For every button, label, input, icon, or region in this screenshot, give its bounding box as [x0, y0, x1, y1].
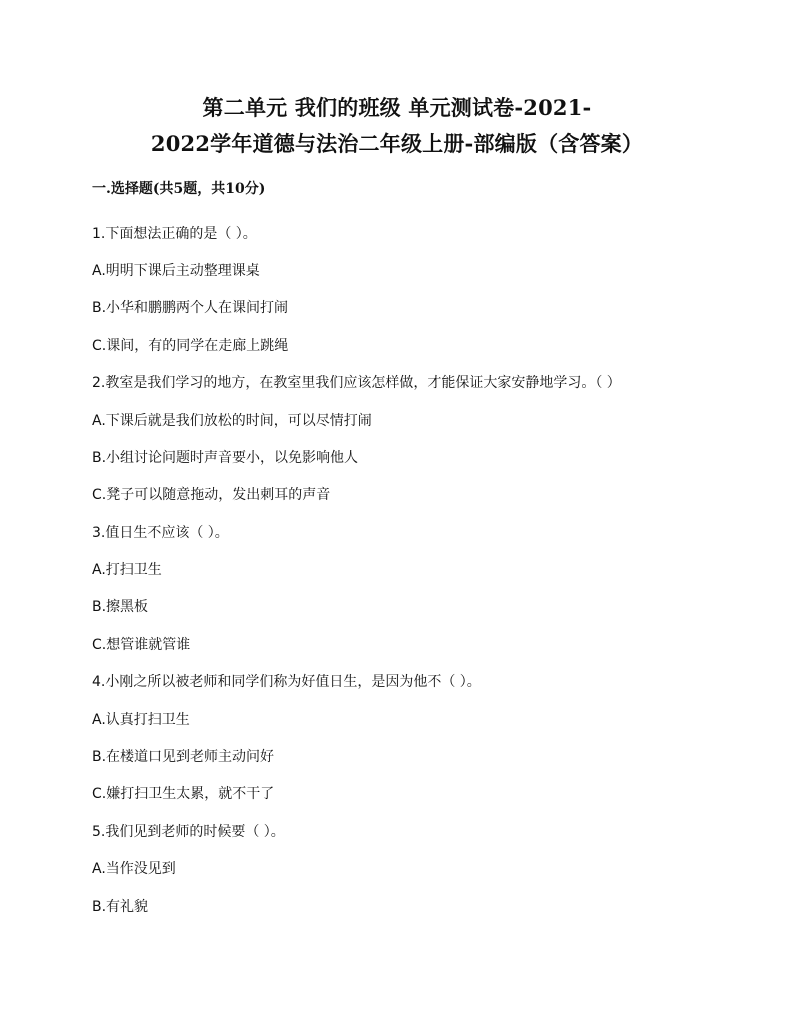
question-1-option-b: B.小华和鹏鹏两个人在课间打闹 [92, 300, 289, 316]
question-5-option-b: B.有礼貌 [92, 899, 149, 915]
document-title-line-1: 第二单元 我们的班级 单元测试卷-2021- [202, 95, 592, 120]
question-2-option-a: A.下课后就是我们放松的时间，可以尽情打闹 [92, 413, 372, 429]
question-1-stem: 1.下面想法正确的是（ ）。 [92, 226, 257, 242]
question-3-option-b: B.擦黑板 [92, 599, 149, 615]
question-2-stem: 2.教室是我们学习的地方，在教室里我们应该怎样做，才能保证大家安静地学习。（ ） [92, 375, 621, 391]
question-4-option-a: A.认真打扫卫生 [92, 712, 190, 728]
question-3-option-a: A.打扫卫生 [92, 562, 162, 578]
question-4-option-b: B.在楼道口见到老师主动问好 [92, 749, 275, 765]
section-heading: 一.选择题(共5题，共10分) [92, 181, 266, 197]
question-5-stem: 5.我们见到老师的时候要（ ）。 [92, 824, 285, 840]
document-title-line-2: 2022学年道德与法治二年级上册-部编版（含答案） [150, 131, 644, 156]
question-1-option-c: C.课间，有的同学在走廊上跳绳 [92, 338, 289, 354]
question-2-option-c: C.凳子可以随意拖动，发出刺耳的声音 [92, 487, 331, 503]
question-3-stem: 3.值日生不应该（ ）。 [92, 525, 229, 541]
question-4-stem: 4.小刚之所以被老师和同学们称为好值日生，是因为他不（ ）。 [92, 674, 481, 690]
question-2-option-b: B.小组讨论问题时声音要小，以免影响他人 [92, 450, 359, 466]
question-4-option-c: C.嫌打扫卫生太累，就不干了 [92, 786, 275, 802]
question-3-option-c: C.想管谁就管谁 [92, 637, 191, 653]
question-1-option-a: A.明明下课后主动整理课桌 [92, 263, 260, 279]
question-5-option-a: A.当作没见到 [92, 861, 176, 877]
